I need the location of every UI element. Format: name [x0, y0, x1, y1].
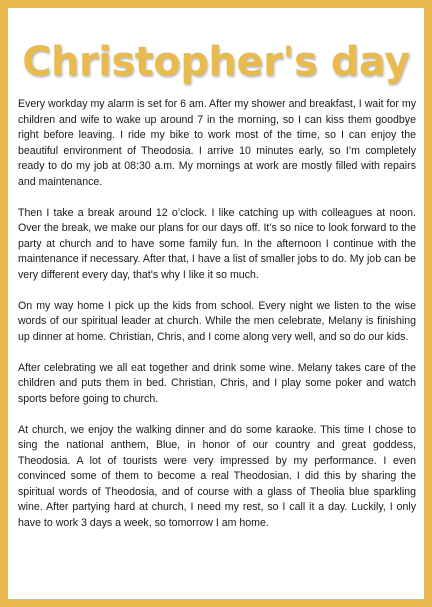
document-page [8, 8, 424, 599]
paragraph-dinner: After celebrating we all eat together and drink some wine. Melany takes care of the children and puts them in bed. Christian, Chris, and I play some poker and watch sports before going to church. [18, 361, 416, 405]
document-body [18, 97, 416, 531]
paragraph-evening: On my way home I pick up the kids from school. Every night we listen to the wise words of our spiritual leader at church. While the men celebrate, Melany is finishing up dinner at home. Christian, Chris, and I come along very well, and so do our kids. [18, 299, 416, 343]
paragraph-church: At church, we enjoy the walking dinner and do some karaoke. This time I chose to sing the national anthem, Blue, in honor of our country and great goddess, Theodosia. A lot of tourists were very impressed by my performance. I even convinced some of them to become a real Theodosian. I did this by sharing the spiritual words of Theodosia, and of course with a glass of Theolia blue sparkling wine. After partying hard at church, I need my rest, so I call it a day. Luckily, I only have to work 3 days a week, so tomorrow I am home. [18, 423, 416, 529]
paragraph-morning: Every workday my alarm is set for 6 am. After my shower and breakfast, I wait for my children and wife to wake up around 7 in the morning, so I can kiss them goodbye right before leaving. I ride my bike to work most of the time, so I can enjoy the beautiful environment of Theodosia. I arrive 10 minutes early, so I’m completely ready to do my job at 08:30 a.m. My mornings at work are mostly filled with repairs and maintenance. [18, 98, 416, 188]
paragraph-noon: Then I take a break around 12 o’clock. I like catching up with colleagues at noon. Over the break, we make our plans for our days off. It’s so nice to look forward to the party at church and to have some family fun. In the afternoon I continue with the maintenance if necessary. After that, I have a list of smaller jobs to do. My job can be very different every day, that’s why I like it so much. [18, 206, 416, 281]
page-title: Christopher's day [22, 39, 410, 85]
